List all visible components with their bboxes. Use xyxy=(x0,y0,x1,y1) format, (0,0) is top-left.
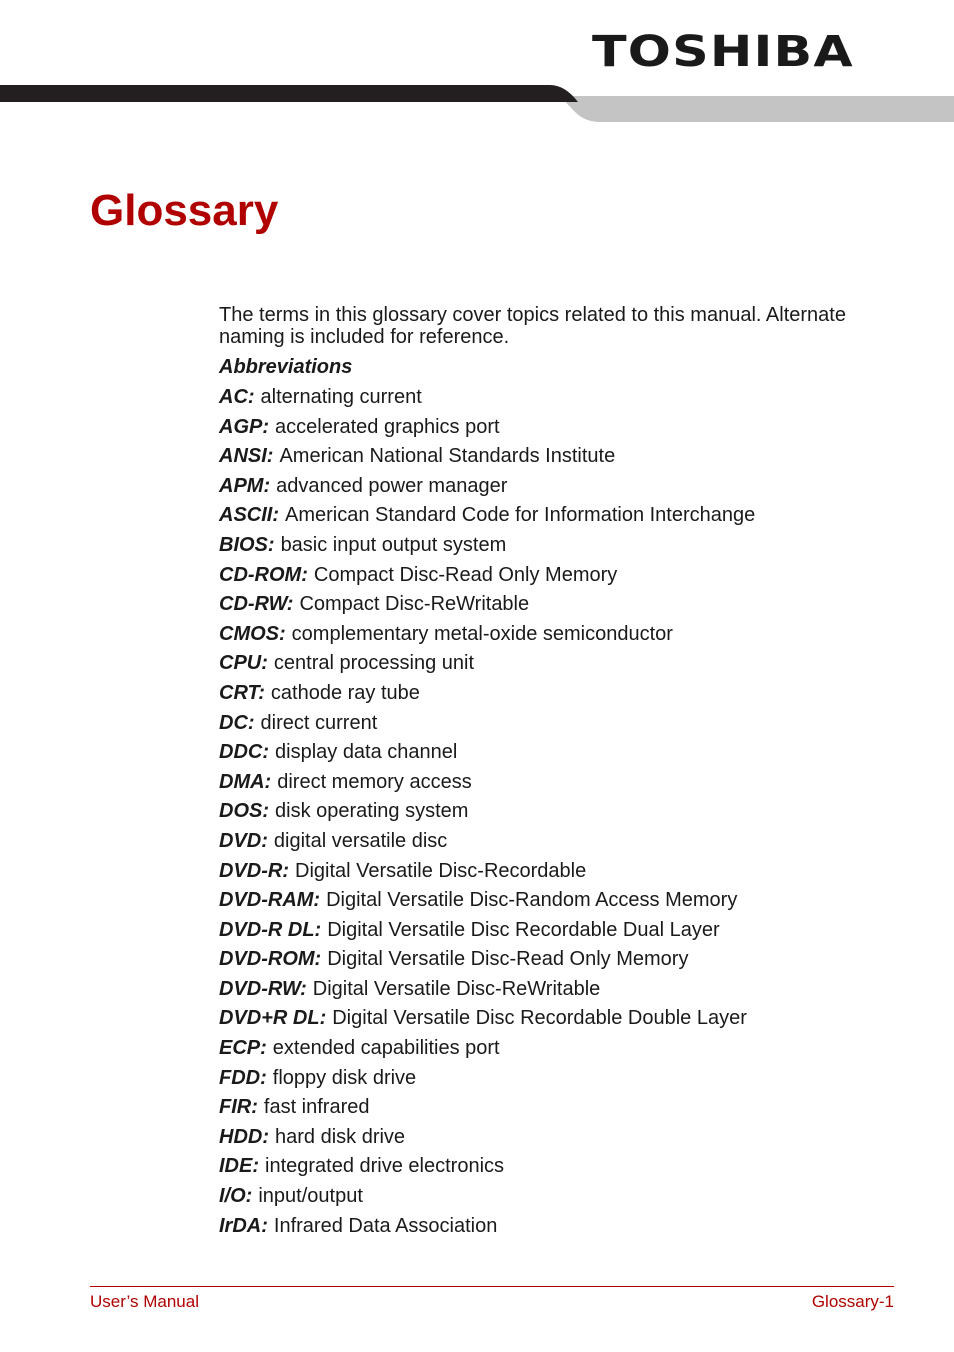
glossary-term: DC: xyxy=(219,711,255,734)
glossary-definition: Compact Disc-ReWritable xyxy=(299,593,530,616)
glossary-definition: direct memory access xyxy=(277,770,472,793)
glossary-definition: Digital Versatile Disc Recordable Dual Layer xyxy=(327,918,720,941)
glossary-term: CPU: xyxy=(219,652,268,675)
glossary-definition: extended capabilities port xyxy=(272,1037,500,1060)
glossary-term: IDE: xyxy=(219,1155,259,1178)
glossary-entry xyxy=(219,564,755,594)
intro-paragraph: The terms in this glossary cover topics related to this manual. Alternate naming is included for reference. xyxy=(219,304,846,348)
glossary-definition: American Standard Code for Information Interchange xyxy=(285,504,756,527)
header-band-dark xyxy=(0,85,578,102)
glossary-definition: alternating current xyxy=(260,386,422,408)
glossary-entry xyxy=(219,1155,755,1185)
glossary-entry xyxy=(219,534,755,564)
glossary-definition: Digital Versatile Disc-ReWritable xyxy=(312,977,601,1000)
glossary-term: CD-ROM: xyxy=(219,563,308,586)
glossary-definition: cathode ray tube xyxy=(270,681,420,704)
glossary-entry xyxy=(219,1037,755,1067)
footer-page-number: Glossary-1 xyxy=(811,1292,894,1311)
glossary-definition: display data channel xyxy=(275,741,458,764)
glossary-definition: floppy disk drive xyxy=(272,1066,417,1089)
glossary-entry xyxy=(219,1007,755,1037)
glossary-term: DVD+R DL: xyxy=(219,1007,327,1030)
glossary-term: ASCII: xyxy=(219,504,279,527)
glossary-definition: hard disk drive xyxy=(275,1125,406,1148)
glossary-term: FDD: xyxy=(219,1066,267,1089)
glossary-entry xyxy=(219,593,755,623)
footer-divider xyxy=(90,1286,894,1287)
glossary-term: DVD: xyxy=(219,829,268,852)
glossary-entry xyxy=(219,386,755,416)
footer-manual-label: User’s Manual xyxy=(90,1292,199,1311)
glossary-definition: input/output xyxy=(258,1185,363,1208)
glossary-term: I/O: xyxy=(219,1185,253,1208)
glossary-definition: Digital Versatile Disc-Random Access Memory xyxy=(326,889,738,912)
glossary-term: DVD-RAM: xyxy=(219,889,321,912)
glossary-term: CRT: xyxy=(219,681,265,704)
glossary-definition: Digital Versatile Disc Recordable Double Layer xyxy=(332,1007,747,1030)
glossary-list xyxy=(219,386,755,1244)
glossary-definition: fast infrared xyxy=(263,1096,370,1119)
glossary-term: DVD-ROM: xyxy=(219,948,322,971)
glossary-entry xyxy=(219,741,755,771)
glossary-entry xyxy=(219,1096,755,1126)
glossary-entry xyxy=(219,504,755,534)
glossary-definition: advanced power manager xyxy=(276,474,508,497)
glossary-definition: central processing unit xyxy=(273,652,474,675)
glossary-definition: digital versatile disc xyxy=(273,829,448,852)
glossary-entry xyxy=(219,830,755,860)
section-heading: Abbreviations xyxy=(219,356,353,378)
glossary-entry xyxy=(219,800,755,830)
glossary-term: APM: xyxy=(219,474,271,497)
glossary-entry xyxy=(219,1126,755,1156)
glossary-term: AC: xyxy=(219,386,255,408)
glossary-term: CD-RW: xyxy=(219,593,294,616)
glossary-entry xyxy=(219,948,755,978)
glossary-definition: integrated drive electronics xyxy=(265,1155,505,1178)
header-band-light xyxy=(560,96,954,122)
glossary-entry xyxy=(219,416,755,446)
glossary-definition: Infrared Data Association xyxy=(273,1214,498,1237)
glossary-term: BIOS: xyxy=(219,533,275,556)
glossary-definition: American National Standards Institute xyxy=(279,445,616,468)
glossary-term: ECP: xyxy=(219,1037,267,1060)
glossary-entry xyxy=(219,682,755,712)
glossary-term: DVD-RW: xyxy=(219,977,307,1000)
glossary-definition: Digital Versatile Disc-Recordable xyxy=(295,859,587,882)
glossary-entry xyxy=(219,860,755,890)
glossary-term: HDD: xyxy=(219,1125,269,1148)
glossary-entry xyxy=(219,919,755,949)
header-band xyxy=(0,82,954,126)
glossary-entry xyxy=(219,1067,755,1097)
glossary-term: DDC: xyxy=(219,741,269,764)
glossary-entry xyxy=(219,889,755,919)
glossary-definition: Compact Disc-Read Only Memory xyxy=(313,563,618,586)
glossary-definition: complementary metal-oxide semiconductor xyxy=(291,622,673,645)
glossary-entry xyxy=(219,652,755,682)
glossary-entry xyxy=(219,445,755,475)
glossary-entry xyxy=(219,978,755,1008)
glossary-term: DVD-R DL: xyxy=(219,918,322,941)
glossary-term: DVD-R: xyxy=(219,859,289,882)
glossary-entry xyxy=(219,712,755,742)
glossary-entry xyxy=(219,771,755,801)
glossary-entry xyxy=(219,623,755,653)
glossary-entry xyxy=(219,1185,755,1215)
glossary-definition: disk operating system xyxy=(275,800,469,823)
glossary-definition: basic input output system xyxy=(280,533,507,556)
glossary-entry xyxy=(219,475,755,505)
glossary-definition: Digital Versatile Disc-Read Only Memory xyxy=(327,948,689,971)
glossary-definition: accelerated graphics port xyxy=(275,415,500,438)
glossary-term: IrDA: xyxy=(219,1214,268,1237)
glossary-term: DOS: xyxy=(219,800,269,823)
glossary-term: DMA: xyxy=(219,770,272,793)
glossary-entry xyxy=(219,1215,755,1245)
page-title: Glossary xyxy=(90,186,279,235)
glossary-term: CMOS: xyxy=(219,622,286,645)
toshiba-logo: TOSHIBA xyxy=(592,27,854,77)
intro-block xyxy=(219,304,879,348)
glossary-definition: direct current xyxy=(260,711,378,734)
glossary-term: AGP: xyxy=(219,415,269,438)
glossary-term: FIR: xyxy=(219,1096,258,1119)
glossary-term: ANSI: xyxy=(219,445,274,468)
